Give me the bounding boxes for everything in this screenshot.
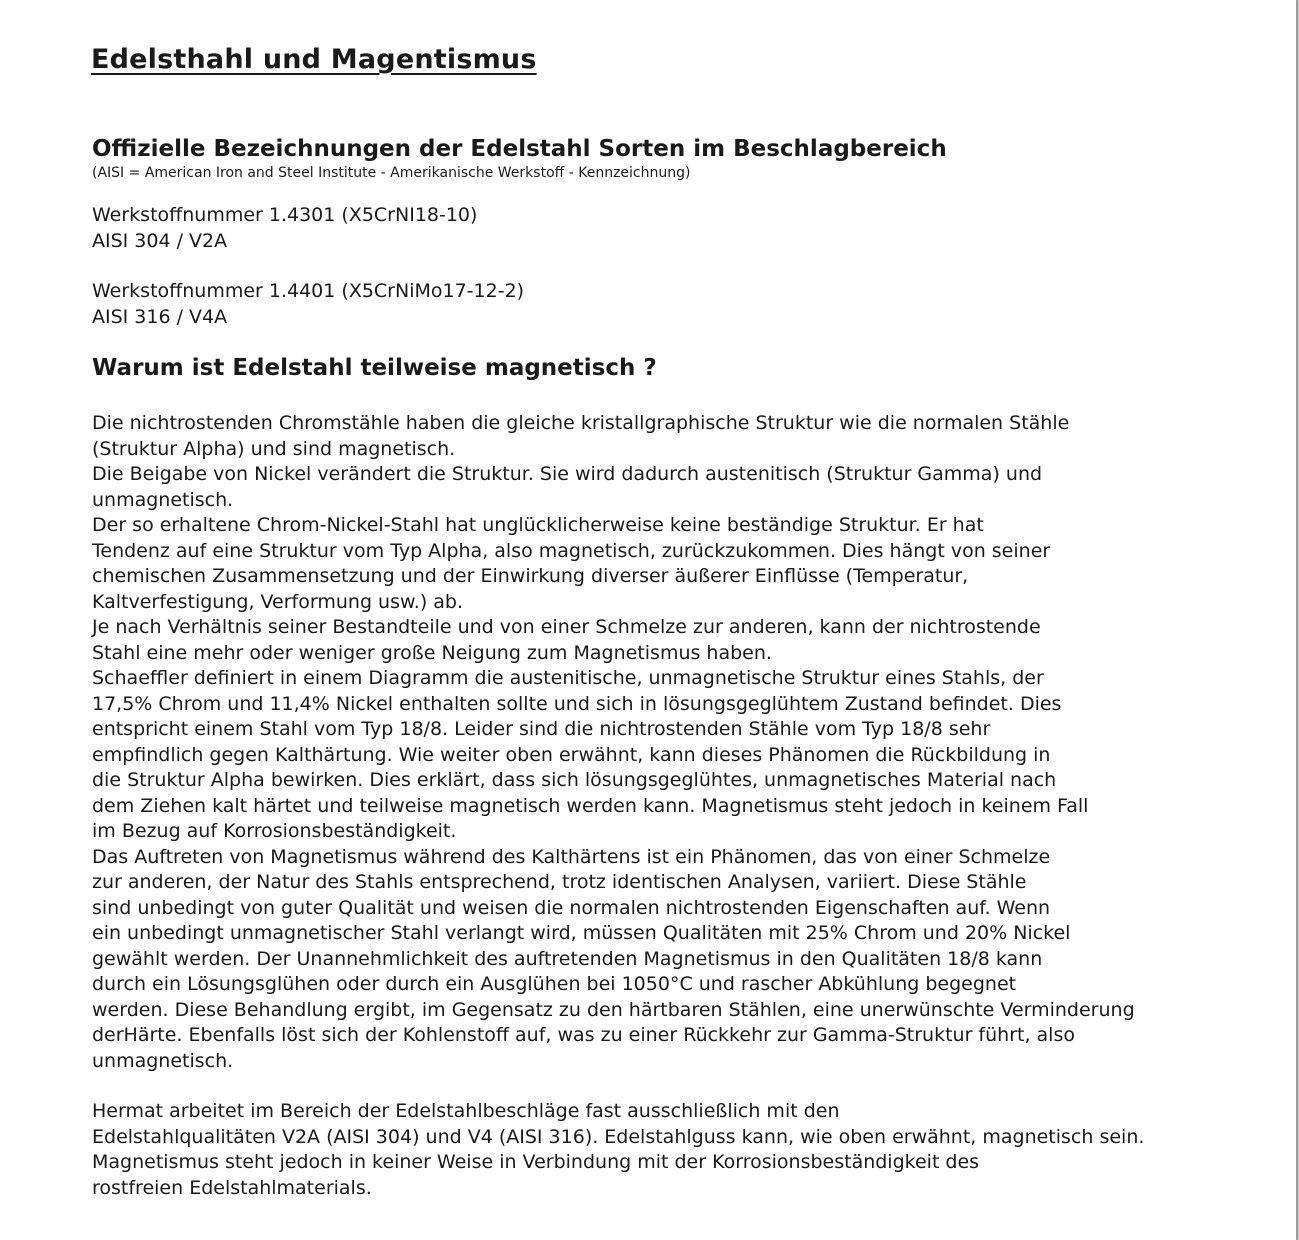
text-line: im Bezug auf Korrosionsbeständigkeit. [92,820,457,842]
text-line: gewählt werden. Der Unannehmlichkeit des auftretenden Magnetismus in den Qualitäten 18/8 kann [92,947,1043,970]
text-line: Je nach Verhältnis seiner Bestandteile und von einer Schmelze zur anderen, kann der nichtrostende [92,616,1041,638]
text-line: Magnetismus steht jedoch in keiner Weise in Verbindung mit der Korrosionsbeständigkeit des [92,1151,980,1173]
text-line: empfindlich gegen Kalthärtung. Wie weiter oben erwähnt, kann dieses Phänomen die Rückbildung in [92,743,1051,766]
material-number: Werkstoffnummer 1.4301 (X5CrNI18-10) [92,204,478,226]
text-line: dem Ziehen kalt härtet und teilweise magnetisch werden kann. Magnetismus steht jedoch in keinem Fall [92,794,1089,817]
text-line: zur anderen, der Natur des Stahls entsprechend, trotz identischen Analysen, variiert. Diese Stähle [92,871,1027,893]
text-line: derHärte. Ebenfalls löst sich der Kohlenstoff auf, was zu einer Rückkehr zur Gamma-Struktur führt, also [92,1024,1075,1046]
closing-paragraph [92,1099,1145,1201]
text-line: unmagnetisch. [92,1049,234,1072]
section-heading-designations: Offizielle Bezeichnungen der Edelstahl Sorten im Beschlagbereich [92,136,947,162]
text-line: Das Auftreten von Magnetismus während des Kalthärtens ist ein Phänomen, das von einer Schmelze [92,845,1051,868]
text-line: sind unbedingt von guter Qualität und weisen die normalen nichtrostenden Eigenschaften auf. Wenn [92,896,1051,919]
text-line: Kaltverfestigung, Verformung usw.) ab. [92,590,464,613]
spec-block-v4a [92,279,1092,330]
text-line: 17,5% Chrom und 11,4% Nickel enthalten sollte und sich in lösungsgeglühtem Zustand befindet. Dies [92,692,1062,715]
text-line: chemischen Zusammensetzung und der Einwirkung diverser äußerer Einflüsse (Temperatur, [92,565,969,587]
text-line: Edelstahlqualitäten V2A (AISI 304) und V4 (AISI 316). Edelstahlguss kann, wie oben erwähnt, magnetisch sein. [92,1125,1145,1148]
text-line: entspricht einem Stahl vom Typ 18/8. Leider sind die nichtrostenden Stähle vom Typ 18/8 sehr [92,718,991,740]
text-line: Stahl eine mehr oder weniger große Neigung zum Magnetismus haben. [92,641,772,664]
text-line: unmagnetisch. [92,488,234,511]
aisi-designation: AISI 304 / V2A [92,229,228,252]
text-line: werden. Diese Behandlung ergibt, im Gegensatz zu den härtbaren Stählen, eine unerwünschte Verminderung [92,998,1135,1021]
text-line: Die Beigabe von Nickel verändert die Struktur. Sie wird dadurch austenitisch (Struktur Gamma) und [92,463,1043,485]
aisi-designation: AISI 316 / V4A [92,305,228,328]
text-line: ein unbedingt unmagnetischer Stahl verlangt wird, müssen Qualitäten mit 25% Chrom und 20% Nickel [92,922,1071,944]
text-line: durch ein Lösungsglühen oder durch ein Ausglühen bei 1050°C und rascher Abkühlung begegnet [92,973,1017,995]
text-line: Hermat arbeitet im Bereich der Edelstahlbeschläge fast ausschließlich mit den [92,1100,840,1122]
text-line: die Struktur Alpha bewirken. Dies erklärt, dass sich lösungsgeglühtes, unmagnetisches Material nach [92,769,1057,791]
text-line: rostfreien Edelstahlmaterials. [92,1176,372,1199]
document-content [92,134,1145,1201]
text-line: (Struktur Alpha) und sind magnetisch. [92,437,456,460]
material-number: Werkstoffnummer 1.4401 (X5CrNiMo17-12-2) [92,280,525,302]
text-line: Der so erhaltene Chrom-Nickel-Stahl hat unglücklicherweise keine beständige Struktur. Er hat [92,514,984,536]
document-title: Edelsthahl und Magentismus [91,44,537,75]
section-heading-magnetism: Warum ist Edelstahl teilweise magnetisch ? [92,355,657,381]
text-line: Die nichtrostenden Chromstähle haben die gleiche kristallgraphische Struktur wie die normalen Stähle [92,412,1070,434]
aisi-note: (AISI = American Iron and Steel Institute - Amerikanische Werkstoff - Kennzeichnung) [92,165,691,181]
spec-block-v2a [92,203,1092,254]
body-paragraph [92,411,1135,1074]
text-line: Tendenz auf eine Struktur vom Typ Alpha, also magnetisch, zurückzukommen. Dies hängt von seiner [92,539,1051,562]
text-line: Schaeffler definiert in einem Diagramm die austenitische, unmagnetische Struktur eines Stahls, der [92,667,1044,689]
